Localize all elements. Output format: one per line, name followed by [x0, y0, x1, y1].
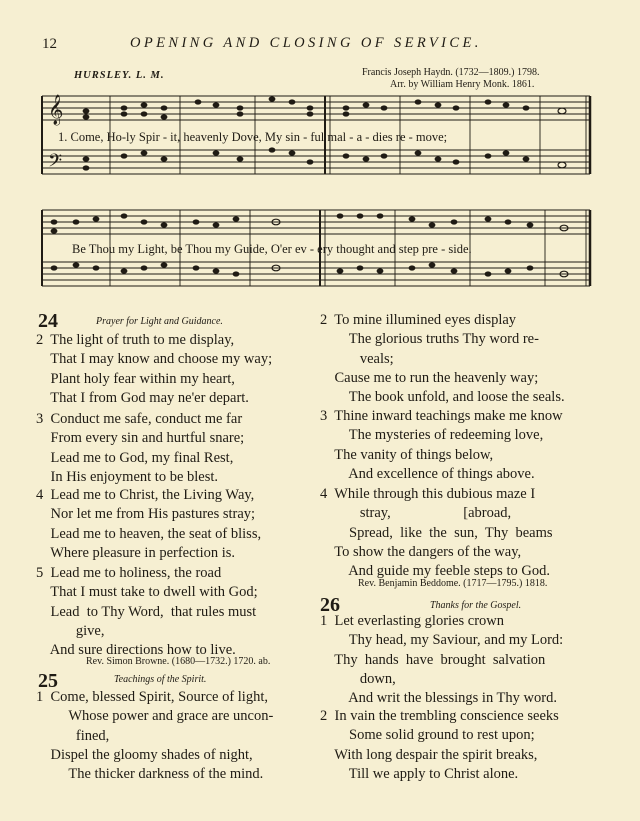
- svg-text:𝄢: 𝄢: [48, 151, 63, 176]
- hymn-25-stanza-4: 4 While through this dubious maze I stray, [abroad, Spread, like the sun, Thy beams To show the dangers of the way, And guide my feeble steps to God.: [320, 486, 553, 580]
- hymn-24-attribution: Rev. Simon Browne. (1680—1732.) 1720. ab.: [86, 656, 271, 667]
- hymn-25-stanza-1: 1 Come, blessed Spirit, Source of light, Whose power and grace are uncon- fined, Dispel the gloomy shades of night, The thicker darkness of the mind.: [36, 689, 274, 783]
- hymn-24-number: 24: [38, 310, 58, 332]
- hymn-25-attribution: Rev. Benjamin Beddome. (1717—1795.) 1818.: [358, 578, 548, 589]
- page-number: 12: [42, 36, 57, 52]
- hymn-25-title: Teachings of the Spirit.: [114, 674, 207, 685]
- lyric-line-1: 1. Come, Ho-ly Spir - it, heavenly Dove, My sin - ful mal - a - dies re - move;: [58, 130, 448, 144]
- arranger-credit: Arr. by William Henry Monk. 1861.: [390, 79, 535, 90]
- hymn-26-stanza-1: 1 Let everlasting glories crown Thy head, my Saviour, and my Lord: Thy hands have brought salvation down, And writ the blessings in Thy word.: [320, 613, 564, 707]
- hymn-26-stanza-2: 2 In vain the trembling conscience seeks Some solid ground to rest upon; With long despair the spirit breaks, Till we apply to Christ alone.: [320, 708, 559, 782]
- hymn-25-stanza-2: 2 To mine illumined eyes display The glorious truths Thy word re- veals; Cause me to run the heavenly way; The book unfold, and loose the seals.: [320, 312, 565, 406]
- hymn-24-stanza-5: 5 Lead me to holiness, the road That I must take to dwell with God; Lead to Thy Word, that rules must give, And sure directions how to live.: [36, 565, 258, 659]
- lyric-line-2: Be Thou my Light, be Thou my Guide, O'er ev - ery thought and step pre - side.: [72, 242, 472, 256]
- hymn-24-title: Prayer for Light and Guidance.: [96, 316, 223, 327]
- hymn-26-number: 26: [320, 594, 340, 616]
- hymn-24-stanza-2: 2 The light of truth to me display, That I may know and choose my way; Plant holy fear within my heart, That I from God may ne'er depart.: [36, 332, 273, 406]
- running-head: OPENING AND CLOSING OF SERVICE.: [130, 35, 482, 51]
- tune-name: HURSLEY. L. M.: [74, 70, 165, 81]
- hymn-25-number: 25: [38, 670, 58, 692]
- hymn-24-stanza-3: 3 Conduct me safe, conduct me far From every sin and hurtful snare; Lead me to God, my final Rest, In His enjoyment to be blest.: [36, 411, 245, 485]
- hymn-26-title: Thanks for the Gospel.: [430, 600, 522, 611]
- hymn-24-stanza-4: 4 Lead me to Christ, the Living Way, Nor let me from His pastures stray; Lead me to heaven, the seat of bliss, Where pleasure in perfection is.: [36, 487, 262, 561]
- composer-credit: Francis Joseph Haydn. (1732—1809.) 1798.: [362, 67, 540, 78]
- svg-text:𝄞: 𝄞: [48, 95, 64, 125]
- hymn-25-stanza-3: 3 Thine inward teachings make me know The mysteries of redeeming love, The vanity of things below, And excellence of things above.: [320, 408, 563, 482]
